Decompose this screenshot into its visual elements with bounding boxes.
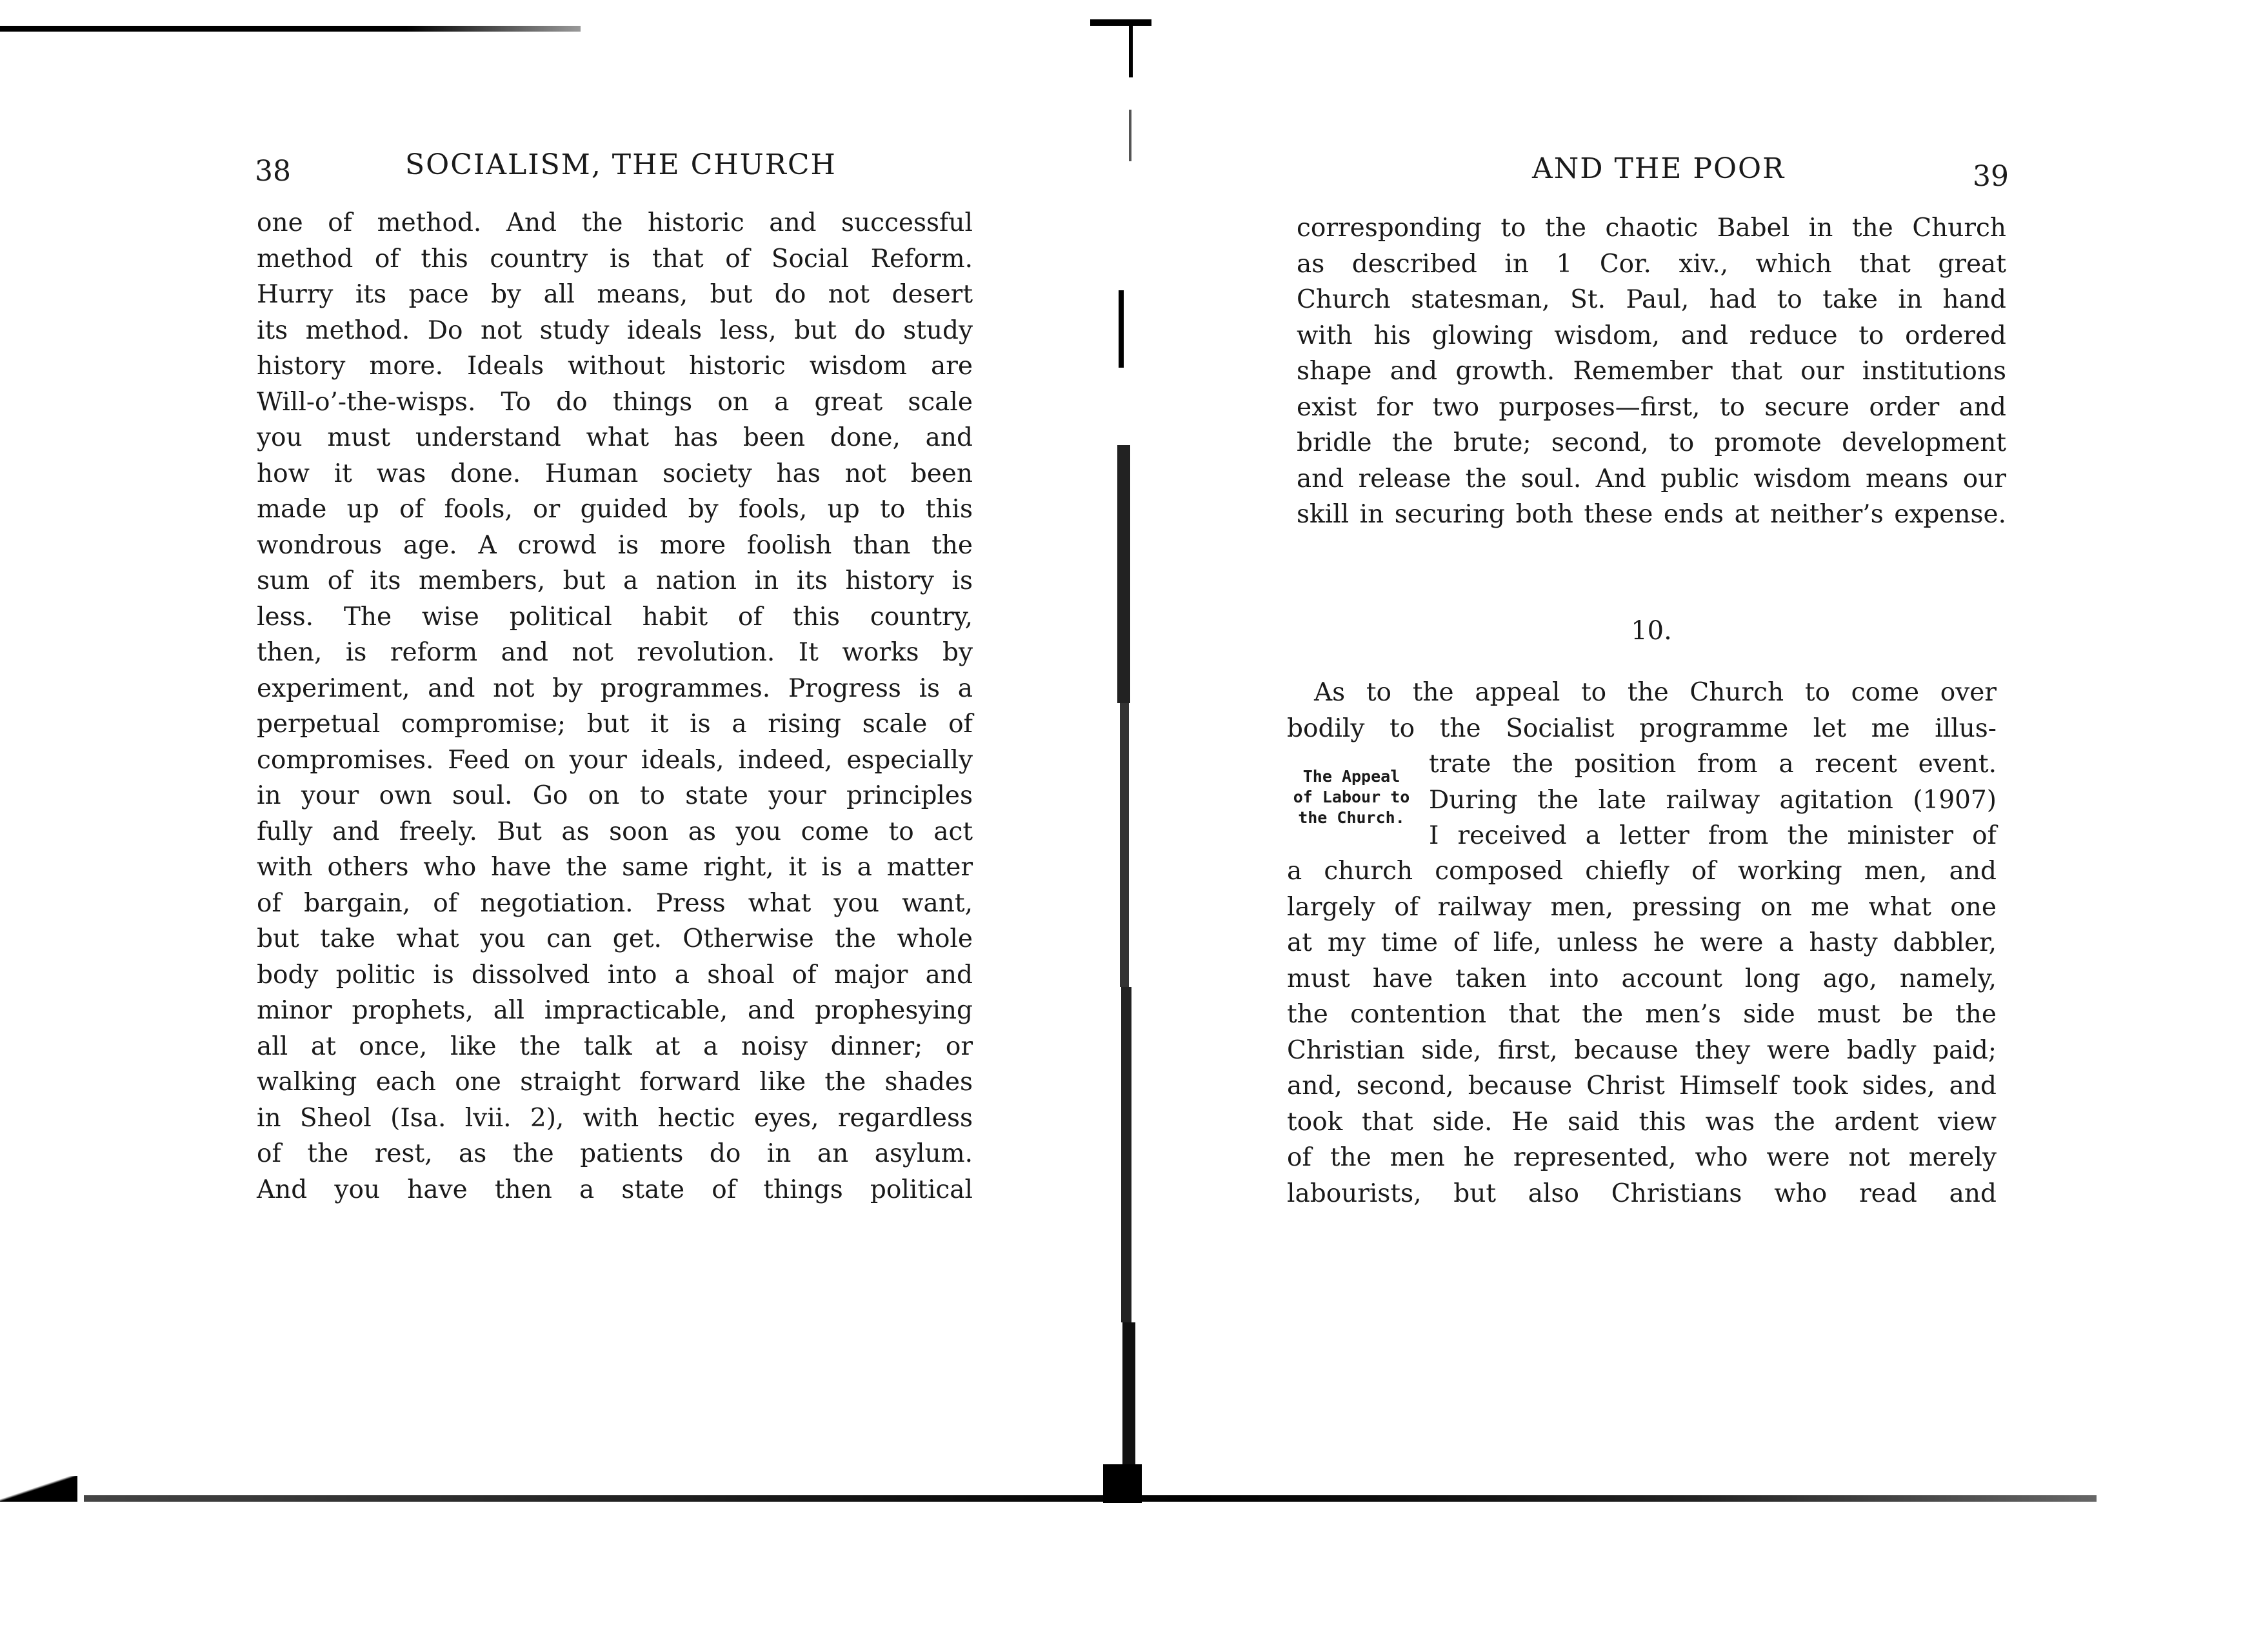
left-page-number: 38	[255, 155, 291, 188]
text-line: And you have then a state of things political	[257, 1175, 973, 1204]
text-line: and release the soul. And public wisdom means our	[1297, 464, 2006, 493]
text-line: method of this country is that of Social Reform.	[257, 244, 973, 274]
text-line: Church statesman, St. Paul, had to take in hand	[1297, 285, 2006, 314]
text-line: wondrous age. A crowd is more foolish than the	[257, 530, 973, 560]
margin-note	[1290, 766, 1413, 828]
text-line: took that side. He said this was the ardent view	[1287, 1107, 1997, 1137]
text-line: one of method. And the historic and successful	[257, 208, 973, 237]
text-line: fully and freely. But as soon as you come to act	[257, 817, 973, 846]
text-line: with his glowing wisdom, and reduce to ordered	[1297, 321, 2006, 350]
text-line: sum of its members, but a nation in its history is	[257, 566, 973, 595]
text-line: As to the appeal to the Church to come over	[1314, 678, 1997, 707]
text-line: walking each one straight forward like the shades	[257, 1068, 973, 1097]
text-line: you must understand what has been done, and	[257, 423, 973, 452]
text-line: in your own soul. Go on to state your principles	[257, 781, 973, 810]
right-page-number: 39	[1973, 160, 2009, 193]
text-line: in Sheol (Isa. lvii. 2), with hectic eyes, regardless	[257, 1103, 973, 1133]
text-line: with others who have the same right, it is a matter	[257, 853, 973, 882]
text-line: shape and growth. Remember that our institutions	[1297, 357, 2006, 386]
text-line: as described in 1 Cor. xiv., which that great	[1297, 249, 2006, 279]
text-line: trate the position from a recent event.	[1429, 750, 1997, 779]
book-gutter	[1064, 19, 1148, 1503]
text-line: labourists, but also Christians who read and	[1287, 1179, 1997, 1208]
right-body-text-bottom	[1287, 853, 1997, 1211]
text-line: of bargain, of negotiation. Press what you want,	[257, 888, 973, 918]
text-line: largely of railway men, pressing on me what one	[1287, 892, 1997, 922]
text-line: body politic is dissolved into a shoal of major and	[257, 960, 973, 990]
text-line: all at once, like the talk at a noisy dinner; or	[257, 1031, 973, 1061]
text-line: perpetual compromise; but it is a rising scale of	[257, 710, 973, 739]
text-line: experiment, and not by programmes. Progress is a	[257, 673, 973, 703]
right-body-text-para-start	[1287, 675, 1997, 746]
text-line: Hurry its pace by all means, but do not desert	[257, 280, 973, 309]
text-line: must have taken into account long ago, namely,	[1287, 964, 1997, 993]
right-body-text-indented	[1429, 746, 1997, 854]
text-line: at my time of life, unless he were a hasty dabbler,	[1287, 928, 1997, 957]
text-line: During the late railway agitation (1907)	[1429, 785, 1997, 815]
bottom-left-scan-corner	[0, 1476, 77, 1502]
text-line: I received a letter from the minister of	[1429, 821, 1997, 850]
text-line: its method. Do not study ideals less, but do study	[257, 315, 973, 345]
text-line: compromises. Feed on your ideals, indeed, especially	[257, 745, 973, 775]
text-line: of the men he represented, who were not merely	[1287, 1143, 1997, 1172]
text-line: then, is reform and not revolution. It works by	[257, 638, 973, 667]
text-line: exist for two purposes—first, to secure order and	[1297, 392, 2006, 422]
section-number: 10.	[1631, 616, 1672, 646]
text-line: but take what you can get. Otherwise the whole	[257, 924, 973, 953]
text-line: how it was done. Human society has not been	[257, 459, 973, 488]
text-line: minor prophets, all impracticable, and prophesying	[257, 996, 973, 1025]
text-line: Will-o’-the-wisps. To do things on a great scale	[257, 387, 973, 417]
top-left-scan-edge	[0, 26, 581, 32]
text-line: skill in securing both these ends at neither’s expense.	[1297, 500, 2006, 529]
left-running-head: SOCIALISM, THE CHURCH	[405, 148, 837, 181]
right-body-text-top	[1297, 210, 2006, 533]
margin-note-line: The Appeal	[1302, 767, 1400, 786]
text-line: history more. Ideals without historic wisdom are	[257, 352, 973, 381]
text-line: the contention that the men’s side must be the	[1287, 1000, 1997, 1029]
text-line: bridle the brute; second, to promote development	[1297, 428, 2006, 457]
margin-note-line: of Labour to	[1293, 788, 1410, 806]
text-line: bodily to the Socialist programme let me illus-	[1287, 713, 1997, 743]
text-line: of the rest, as the patients do in an asylum.	[257, 1139, 973, 1168]
text-line: less. The wise political habit of this country,	[257, 602, 973, 632]
left-body-text	[257, 205, 973, 1208]
text-line: corresponding to the chaotic Babel in the Church	[1297, 214, 2006, 243]
text-line: Christian side, first, because they were badly paid;	[1287, 1035, 1997, 1065]
text-line: made up of fools, or guided by fools, up to this	[257, 495, 973, 524]
right-running-head: AND THE POOR	[1532, 152, 1786, 185]
text-line: a church composed chiefly of working men, and	[1287, 857, 1997, 886]
text-line: and, second, because Christ Himself took sides, and	[1287, 1071, 1997, 1100]
margin-note-line: the Church.	[1298, 808, 1405, 827]
